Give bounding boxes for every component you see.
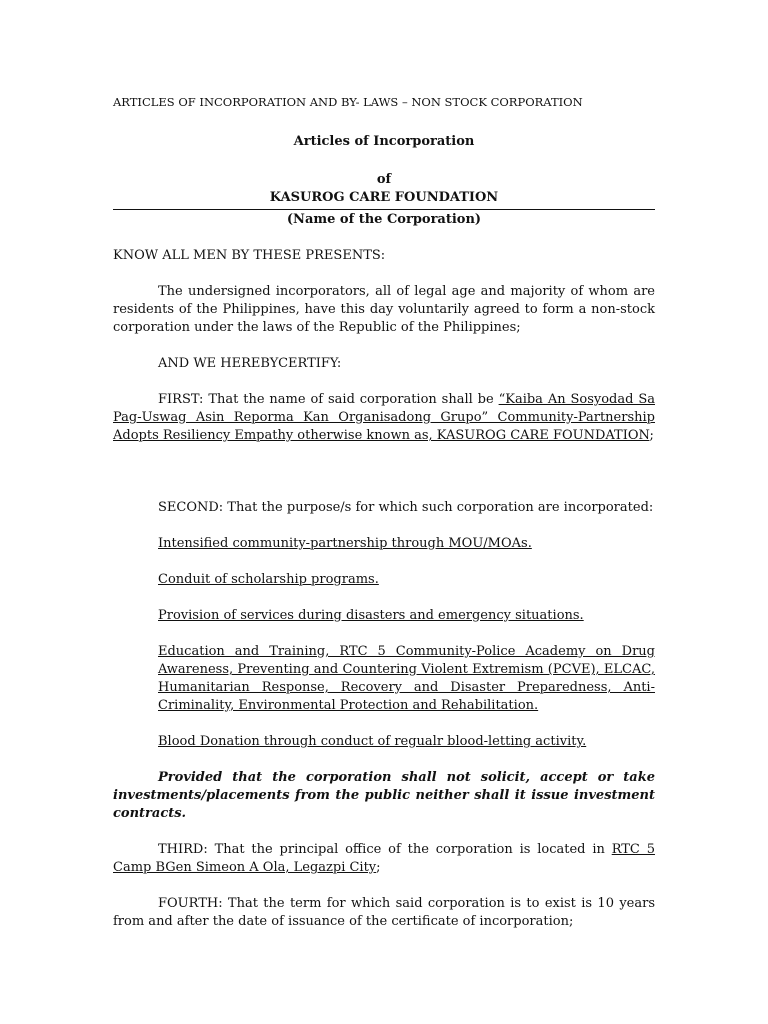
- first-corporate-name: “Kaiba An Sosyodad Sa Pag-Uswag Asin Reporma Kan Organisadong Grupo” Community-Partnership Adopts Resiliency Empathy otherwise known as, KASUROG CARE FOUNDATION: [113, 392, 655, 443]
- first-tail: ;: [649, 428, 654, 443]
- document-body: [113, 93, 655, 931]
- fourth-article: FOURTH: That the term for which said corporation is to exist is 10 years from and after the date of issuance of the certificate of incorporation;: [113, 896, 655, 929]
- name-underline-rule: [113, 209, 655, 210]
- third-lead: THIRD: That the principal office of the corporation is located in: [158, 842, 612, 857]
- purpose-item: Conduit of scholarship programs.: [158, 572, 379, 587]
- purpose-item: Provision of services during disasters and emergency situations.: [158, 608, 584, 623]
- purpose-item: Intensified community-partnership through MOU/MOAs.: [158, 536, 532, 551]
- document-title: Articles of Incorporation: [293, 134, 475, 149]
- intro-paragraph: The undersigned incorporators, all of legal age and majority of whom are residents of the Philippines, have this day voluntarily agreed to form a non-stock corporation under the laws of the Republic of the Philippines;: [113, 284, 655, 335]
- first-article: [113, 391, 655, 445]
- third-article: [113, 841, 655, 877]
- principal-office-location: RTC 5 Camp BGen Simeon A Ola, Legazpi City: [113, 842, 655, 875]
- name-caption: (Name of the Corporation): [286, 212, 482, 227]
- salutation: KNOW ALL MEN BY THESE PRESENTS:: [113, 248, 386, 263]
- first-lead: FIRST: That the name of said corporation shall be: [158, 392, 499, 407]
- second-article: SECOND: That the purpose/s for which such corporation are incorporated:: [158, 500, 654, 515]
- proviso-paragraph: Provided that the corporation shall not solicit, accept or take investments/placements from the public neither shall it issue investment contracts.: [113, 770, 655, 821]
- of-label: of: [376, 172, 392, 187]
- document-header: ARTICLES OF INCORPORATION AND BY- LAWS – NON STOCK CORPORATION: [113, 95, 583, 109]
- third-tail: ;: [376, 860, 381, 875]
- corporation-name: KASUROG CARE FOUNDATION: [269, 190, 499, 205]
- purpose-item: Blood Donation through conduct of regualr blood-letting activity.: [158, 734, 587, 749]
- certify-line: AND WE HEREBYCERTIFY:: [158, 356, 342, 371]
- purpose-item: Education and Training, RTC 5 Community-Police Academy on Drug Awareness, Preventing and Countering Violent Extremism (PCVE), ELCAC, Humanitarian Response, Recovery and Disaster Preparedness, Anti-Criminality, Environmental Protection and Rehabilitation.: [158, 644, 655, 713]
